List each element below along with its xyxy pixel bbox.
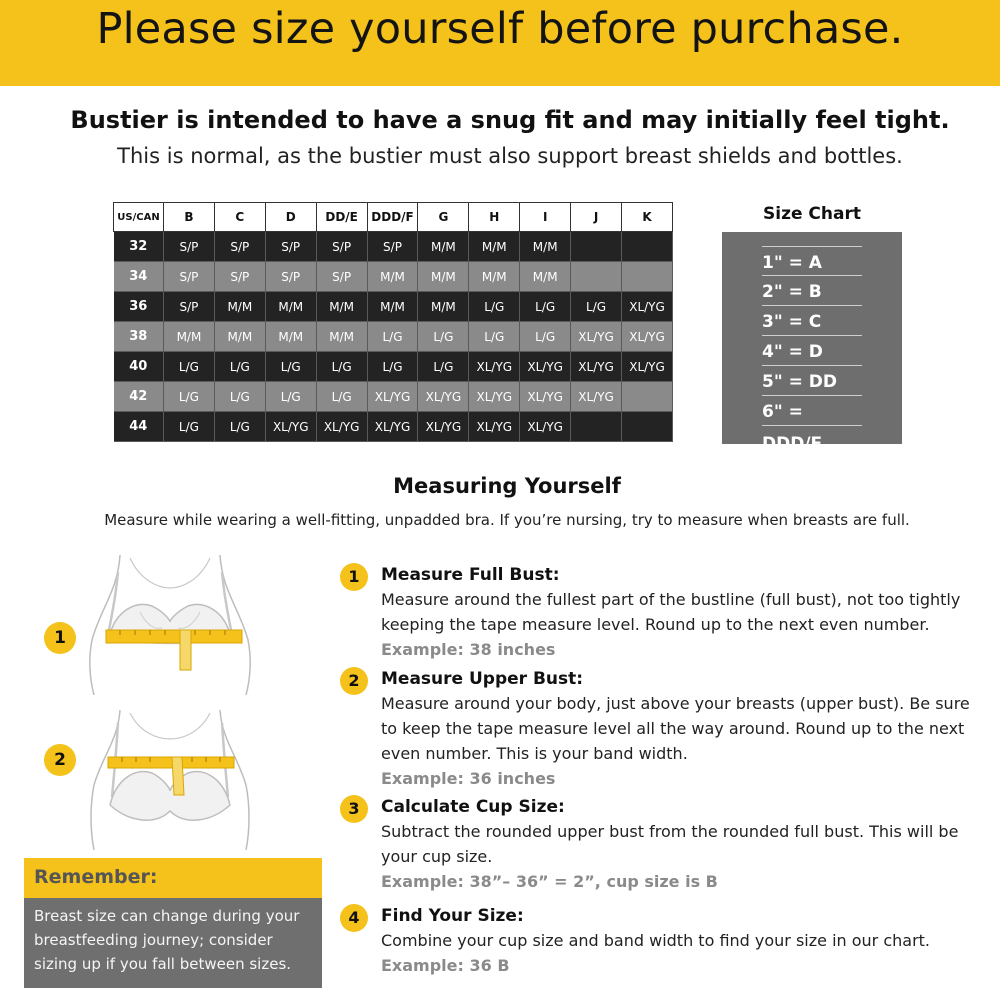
table-row bbox=[114, 232, 673, 262]
size-cell: M/M bbox=[316, 292, 367, 322]
band-size-cell: 32 bbox=[114, 232, 164, 262]
upper-bust-illustration bbox=[80, 705, 260, 850]
size-cell bbox=[622, 412, 673, 442]
remember-title: Remember: bbox=[24, 858, 322, 898]
size-cell: L/G bbox=[316, 382, 367, 412]
size-cell: S/P bbox=[316, 232, 367, 262]
size-cell: M/M bbox=[418, 292, 469, 322]
size-cell: M/M bbox=[367, 262, 418, 292]
size-cell: L/G bbox=[316, 352, 367, 382]
size-cell: XL/YG bbox=[571, 322, 622, 352]
remember-body: Breast size can change during your breastfeeding journey; consider sizing up if you fall between sizes. bbox=[34, 907, 300, 973]
size-cell: M/M bbox=[418, 232, 469, 262]
size-cell: M/M bbox=[265, 292, 316, 322]
size-cell: L/G bbox=[571, 292, 622, 322]
size-chart-item: 2" = B bbox=[762, 276, 862, 306]
size-table-body bbox=[114, 232, 673, 442]
size-cell: XL/YG bbox=[520, 412, 571, 442]
size-cell: M/M bbox=[418, 262, 469, 292]
size-chart-panel bbox=[722, 232, 902, 454]
size-cell: L/G bbox=[265, 382, 316, 412]
step-1 bbox=[340, 563, 990, 662]
size-cell: S/P bbox=[214, 232, 265, 262]
size-cell: L/G bbox=[469, 292, 520, 322]
size-cell bbox=[571, 262, 622, 292]
size-cell: M/M bbox=[520, 232, 571, 262]
band-size-cell: 44 bbox=[114, 412, 164, 442]
size-cell: L/G bbox=[164, 382, 215, 412]
intro-subline: This is normal, as the bustier must also support breast shields and bottles. bbox=[117, 144, 903, 168]
step-example: Example: 36 inches bbox=[381, 769, 556, 788]
table-row bbox=[114, 352, 673, 382]
size-table bbox=[113, 202, 673, 442]
band-size-cell: 36 bbox=[114, 292, 164, 322]
size-cell: XL/YG bbox=[520, 352, 571, 382]
step-example: Example: 38 inches bbox=[381, 640, 556, 659]
size-cell: XL/YG bbox=[418, 382, 469, 412]
illustration-badge-1: 1 bbox=[44, 622, 76, 654]
size-table-header: DDD/F bbox=[367, 203, 418, 232]
size-cell: XL/YG bbox=[316, 412, 367, 442]
size-cell: XL/YG bbox=[367, 382, 418, 412]
size-table-header: DD/E bbox=[316, 203, 367, 232]
header-banner bbox=[0, 0, 1000, 86]
size-table-header: C bbox=[214, 203, 265, 232]
band-size-cell: 34 bbox=[114, 262, 164, 292]
table-row bbox=[114, 322, 673, 352]
size-cell: XL/YG bbox=[469, 382, 520, 412]
size-cell: M/M bbox=[265, 322, 316, 352]
measuring-note: Measure while wearing a well-fitting, unpadded bra. If you’re nursing, try to measure when breasts are full. bbox=[104, 511, 910, 529]
size-cell: M/M bbox=[520, 262, 571, 292]
table-row bbox=[114, 262, 673, 292]
table-row bbox=[114, 382, 673, 412]
size-cell: S/P bbox=[367, 232, 418, 262]
size-cell: M/M bbox=[367, 292, 418, 322]
size-cell: M/M bbox=[214, 292, 265, 322]
step-4 bbox=[340, 904, 990, 978]
size-table-header: D bbox=[265, 203, 316, 232]
size-table-header-row bbox=[114, 203, 673, 232]
step-number-badge: 2 bbox=[340, 667, 368, 695]
size-chart-item: 4" = D bbox=[762, 336, 862, 366]
full-bust-illustration bbox=[80, 550, 260, 695]
size-cell: L/G bbox=[418, 322, 469, 352]
size-cell: S/P bbox=[164, 262, 215, 292]
size-cell: S/P bbox=[265, 232, 316, 262]
step-example: Example: 36 B bbox=[381, 956, 510, 975]
band-size-cell: 42 bbox=[114, 382, 164, 412]
remember-box bbox=[24, 858, 322, 988]
step-number-badge: 4 bbox=[340, 904, 368, 932]
band-size-cell: 40 bbox=[114, 352, 164, 382]
size-cell: XL/YG bbox=[418, 412, 469, 442]
size-cell: L/G bbox=[164, 412, 215, 442]
size-cell: M/M bbox=[469, 232, 520, 262]
size-cell: L/G bbox=[418, 352, 469, 382]
size-cell: M/M bbox=[316, 322, 367, 352]
size-cell: XL/YG bbox=[469, 412, 520, 442]
size-chart-item: 5" = DD bbox=[762, 366, 862, 396]
size-cell: L/G bbox=[164, 352, 215, 382]
step-title: Calculate Cup Size: bbox=[381, 797, 565, 817]
size-cell: XL/YG bbox=[520, 382, 571, 412]
step-body: Subtract the rounded upper bust from the rounded full bust. This will be your cup size. bbox=[381, 822, 959, 866]
banner-title: Please size yourself before purchase. bbox=[96, 4, 904, 54]
step-body: Combine your cup size and band width to find your size in our chart. bbox=[381, 931, 931, 950]
size-cell: S/P bbox=[316, 262, 367, 292]
size-cell: L/G bbox=[520, 322, 571, 352]
table-row bbox=[114, 412, 673, 442]
size-table-header: B bbox=[164, 203, 215, 232]
size-cell: L/G bbox=[520, 292, 571, 322]
size-cell: S/P bbox=[164, 292, 215, 322]
size-cell: XL/YG bbox=[571, 352, 622, 382]
size-chart-item: 6" = DDD/F bbox=[762, 396, 862, 426]
size-cell: M/M bbox=[214, 322, 265, 352]
band-size-cell: 38 bbox=[114, 322, 164, 352]
size-cell: XL/YG bbox=[469, 352, 520, 382]
size-cell: S/P bbox=[214, 262, 265, 292]
size-cell: L/G bbox=[367, 352, 418, 382]
size-cell: XL/YG bbox=[622, 322, 673, 352]
measuring-title: Measuring Yourself bbox=[393, 474, 621, 498]
size-cell bbox=[571, 412, 622, 442]
size-cell bbox=[571, 232, 622, 262]
step-example: Example: 38”– 36” = 2”, cup size is B bbox=[381, 872, 718, 891]
size-cell: S/P bbox=[164, 232, 215, 262]
size-cell: XL/YG bbox=[265, 412, 316, 442]
size-cell: L/G bbox=[214, 412, 265, 442]
step-3 bbox=[340, 795, 990, 894]
size-cell: L/G bbox=[214, 352, 265, 382]
intro-headline: Bustier is intended to have a snug fit and may initially feel tight. bbox=[70, 106, 950, 134]
size-cell bbox=[622, 232, 673, 262]
size-cell: XL/YG bbox=[367, 412, 418, 442]
size-cell: M/M bbox=[164, 322, 215, 352]
size-chart-title: Size Chart bbox=[763, 204, 861, 224]
size-cell bbox=[622, 382, 673, 412]
size-table-header: G bbox=[418, 203, 469, 232]
size-cell: L/G bbox=[367, 322, 418, 352]
size-cell: XL/YG bbox=[571, 382, 622, 412]
size-table-header: H bbox=[469, 203, 520, 232]
step-body: Measure around the fullest part of the bustline (full bust), not too tightly keeping the tape measure level. Round up to the next even number. bbox=[381, 590, 961, 634]
size-cell: XL/YG bbox=[622, 352, 673, 382]
size-cell: M/M bbox=[469, 262, 520, 292]
size-table-header: K bbox=[622, 203, 673, 232]
step-number-badge: 3 bbox=[340, 795, 368, 823]
size-cell: L/G bbox=[265, 352, 316, 382]
size-cell: L/G bbox=[214, 382, 265, 412]
table-row bbox=[114, 292, 673, 322]
size-table-header: I bbox=[520, 203, 571, 232]
size-chart-item: 3" = C bbox=[762, 306, 862, 336]
size-table-header: US/CAN bbox=[114, 203, 164, 232]
step-title: Measure Upper Bust: bbox=[381, 669, 584, 689]
size-table-header: J bbox=[571, 203, 622, 232]
step-title: Measure Full Bust: bbox=[381, 565, 560, 585]
step-body: Measure around your body, just above your breasts (upper bust). Be sure to keep the tape measure level all the way around. Round up to the next even number. This is your band width. bbox=[381, 694, 970, 763]
size-cell bbox=[622, 262, 673, 292]
size-chart-item: 1" = A bbox=[762, 246, 862, 276]
illustration-badge-2: 2 bbox=[44, 744, 76, 776]
step-number-badge: 1 bbox=[340, 563, 368, 591]
size-cell: L/G bbox=[469, 322, 520, 352]
size-cell: XL/YG bbox=[622, 292, 673, 322]
step-2 bbox=[340, 667, 990, 791]
step-title: Find Your Size: bbox=[381, 906, 524, 926]
size-cell: S/P bbox=[265, 262, 316, 292]
